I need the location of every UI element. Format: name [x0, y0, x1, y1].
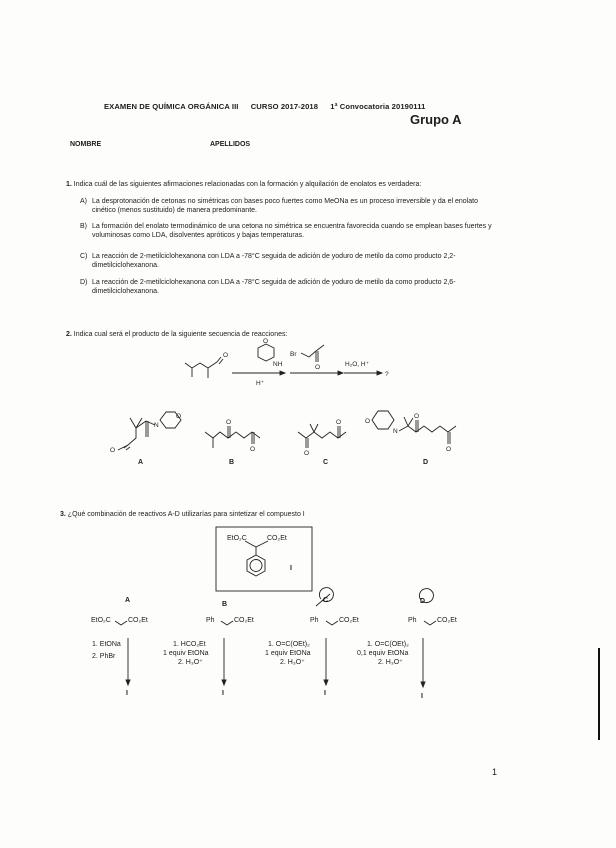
- route-b-step-3: 2. H₃O⁺: [178, 659, 203, 666]
- surname-field-label: APELLIDOS: [210, 141, 251, 148]
- structure-c-bond: [314, 424, 318, 432]
- route-c-start-left: Ph: [310, 617, 319, 624]
- starting-ketone-bond: [208, 362, 217, 368]
- answer-b-label[interactable]: B: [229, 459, 235, 466]
- structure-c-bond: [310, 424, 314, 432]
- structure-d-oxygen: O: [446, 446, 452, 453]
- unknown-product: ?: [385, 371, 389, 378]
- route-c-product: I: [324, 690, 326, 697]
- route-a-start-right: CO₂Et: [128, 617, 148, 624]
- structure-d-bond: [408, 418, 413, 426]
- route-a-step-1: 1. EtONa: [92, 641, 121, 648]
- structure-b-oxygen: O: [226, 419, 232, 426]
- structure-a-morpholine-oxygen: O: [176, 413, 182, 420]
- option-label: D): [80, 279, 88, 286]
- question-1-text: Indica cuál de las siguientes afirmaciones relacionadas con la formación y alquilación de enolatos es verdadera:: [73, 181, 422, 188]
- route-c-start-right: CO₂Et: [339, 617, 359, 624]
- route-d-step-1: 1. O=C(OEt)₂: [367, 641, 409, 648]
- route-d-product: I: [421, 693, 423, 700]
- option-text: La reacción de 2-metilciclohexanona con LDA a -78°C seguida de adición de yoduro de metilo da como producto 2,6-dimetilciclohexanona.: [92, 279, 456, 296]
- structure-a-bond: [130, 418, 136, 428]
- route-b-start-right: CO₂Et: [234, 617, 254, 624]
- arrow-head: [222, 680, 226, 685]
- morpholine-oxygen: O: [263, 338, 269, 345]
- route-d-bond: [424, 621, 436, 625]
- exam-course: CURSO 2017-2018: [250, 102, 319, 111]
- route-b-product: I: [222, 690, 224, 697]
- question-3-number: 3.: [60, 511, 66, 518]
- route-d-start-left: Ph: [408, 617, 417, 624]
- structure-a-bond: [126, 447, 130, 450]
- structure-c-oxygen: O: [336, 419, 342, 426]
- route-b-step-2: 1 equiv EtONa: [163, 650, 209, 657]
- route-c-step-1: 1. O=C(OEt)₂: [268, 641, 310, 648]
- question-3: [60, 510, 520, 519]
- structure-d-oxygen: O: [414, 413, 420, 420]
- answer-d-label[interactable]: D: [423, 459, 429, 466]
- route-d-step-3: 2. H₃O⁺: [378, 659, 403, 666]
- route-a-step-2: 2. PhBr: [92, 653, 116, 660]
- question-2-text: Indica cual será el producto de la siguiente secuencia de reacciones:: [73, 331, 288, 338]
- route-d-start-right: CO₂Et: [437, 617, 457, 624]
- target-left-ester: EtO₂C: [227, 535, 247, 542]
- carbonyl-bond: [217, 357, 221, 362]
- route-a-product: I: [126, 690, 128, 697]
- route-c-step-2: 1 equiv EtONa: [265, 650, 311, 657]
- exam-call: 1ª Convocatoria 20190111: [330, 102, 426, 111]
- answer-c-label[interactable]: C: [323, 459, 329, 466]
- route-a-label[interactable]: A: [125, 597, 131, 604]
- scan-artifact-line: [598, 648, 600, 740]
- exam-group: Grupo A: [410, 112, 462, 127]
- route-b-bond: [221, 621, 233, 625]
- arrow-head: [280, 371, 285, 375]
- structure-d-bond: [404, 417, 408, 426]
- morpholine-ring: [258, 344, 274, 361]
- route-c-label[interactable]: C: [323, 597, 329, 604]
- name-field-label: NOMBRE: [70, 141, 102, 148]
- route-b-start-left: Ph: [206, 617, 215, 624]
- route-d-step-2: 0,1 equiv EtONa: [357, 650, 409, 657]
- route-c-step-3: 2. H₃O⁺: [280, 659, 305, 666]
- structure-a-oxygen: O: [110, 447, 116, 454]
- arrow-head: [338, 371, 343, 375]
- option-text: La reacción de 2-metilciclohexanona con LDA a -78°C seguida de adición de yoduro de metilo da como producto 2,2-dimetilciclohexanona.: [92, 253, 456, 270]
- structure-d-morpholine-oxygen: O: [365, 418, 371, 425]
- option-label: A): [80, 198, 87, 205]
- option-text: La formación del enolato termodinámico de una cetona no simétrica se encuentra favorecida cuando se emplean bases fuertes y voluminosas como LDA, disolventes apróticos y bajas temperaturas.: [92, 223, 492, 240]
- morpholine-nh: NH: [273, 361, 283, 368]
- target-right-ester: CO₂Et: [267, 535, 287, 542]
- route-d-label[interactable]: D: [420, 598, 426, 605]
- structure-a-bond: [118, 421, 146, 450]
- acid-catalyst: H⁺: [256, 380, 265, 387]
- arrow-head: [324, 680, 328, 685]
- starting-ketone-bond: [185, 363, 208, 368]
- structure-d-morpholine: [372, 411, 394, 429]
- route-b-step-1: 1. HCO₂Et: [173, 641, 206, 648]
- answer-a-label[interactable]: A: [138, 459, 144, 466]
- oxygen-atom: O: [223, 352, 229, 359]
- bromine-atom: Br: [290, 351, 297, 358]
- question-3-text: ¿Qué combinación de reactivos A-D utilizarías para sintetizar el compuesto I: [67, 511, 305, 518]
- exam-title: EXAMEN DE QUÍMICA ORGÁNICA III: [104, 102, 239, 111]
- arrow-head: [126, 680, 130, 685]
- structure-d-nitrogen: N: [393, 428, 398, 435]
- structure-d-chain: [399, 426, 456, 432]
- route-c-bond: [326, 621, 338, 625]
- structure-c-chain: [298, 432, 346, 438]
- bromoketone-oxygen: O: [315, 364, 321, 371]
- target-compound-label: I: [290, 565, 292, 572]
- carbonyl-bond: [219, 359, 223, 364]
- benzene-aromatic-circle: [250, 560, 262, 572]
- option-label: C): [80, 253, 88, 260]
- bromoketone-bond: [301, 345, 324, 357]
- arrow-head: [377, 371, 382, 375]
- question-1-number: 1.: [66, 181, 72, 188]
- route-a-start-left: EtO₂C: [91, 617, 111, 624]
- page-number: 1: [492, 767, 498, 777]
- route-b-label[interactable]: B: [222, 601, 228, 608]
- option-text: La desprotonación de cetonas no simétricas con bases poco fuertes como MeONa es un proceso irreversible y da el enolato cinético (menos sustituido) de manera predominante.: [92, 198, 478, 215]
- structure-c-oxygen: O: [304, 450, 310, 457]
- question-2-number: 2.: [66, 331, 72, 338]
- hydrolysis-conditions: H₂O, H⁺: [345, 361, 370, 368]
- structure-a-nitrogen: N: [154, 422, 159, 429]
- structure-a-bond: [136, 418, 142, 428]
- route-a-bond: [115, 621, 127, 625]
- option-label: B): [80, 223, 87, 230]
- target-backbone: [245, 541, 268, 547]
- structure-b-oxygen: O: [250, 446, 256, 453]
- arrow-head: [421, 682, 425, 687]
